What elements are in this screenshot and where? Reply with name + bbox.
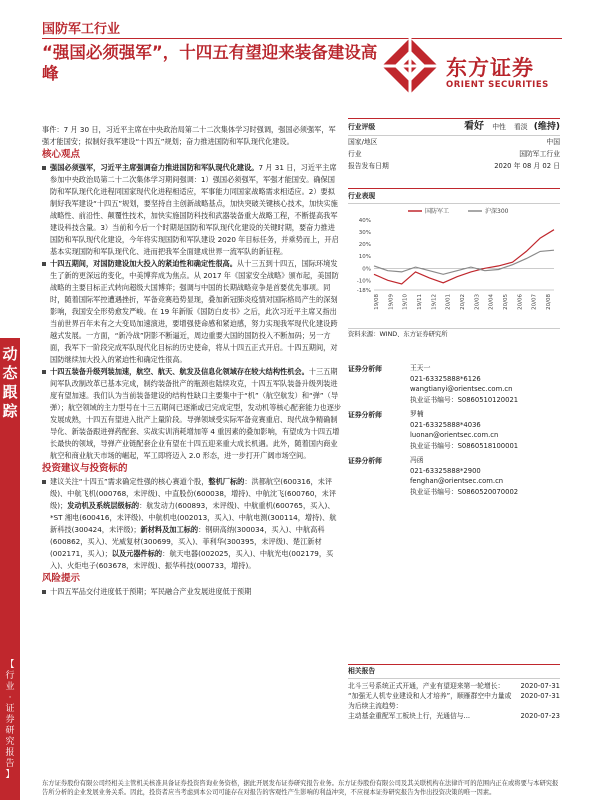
point-lead: 十四五期间，对国防建设加大投入的紧迫性和确定性很高。	[50, 259, 237, 268]
analyst-phone: 021-63325888*6126	[410, 374, 481, 383]
invest-group-text: ：航天电器(002025，买入)、中航光电(002179，买入)、火炬电子(603678，未评级)、振华科技(000733，增持)。	[50, 549, 334, 570]
analyst-role: 证券分析师	[348, 457, 382, 465]
related-item[interactable]	[348, 681, 560, 691]
related-date: 2020-07-31	[520, 682, 560, 690]
point-text: 7 月 31 日，习近平主席参加中央政治局第二十二次集体学习期间强调：1）强国必须强军，军强才能国安。确保国防和军队现代化进程同国家现代化进程相适应，军事能力同国家战略需求相适应。2）要拟制好我军建设“十四五”规划，要坚持自主创新战略基点，加快突破关键核心技术，加快实施战略性、前沿性、颠覆性技术，加快实施国防科技和武器装备重大战略工程，不断提高我军建设科技含量。3）当前和今后一个时期是国防和军队现代化建设的关键时期，要奋力推进国防和军队现代化建设，今年将实现国防和军队建设 2020 年目标任务，并乘势而上，开启基本实现国防和军队现代化、进而把我军全面建成世界一流军队的新征程。	[50, 163, 339, 256]
related-title[interactable]: 主动基金重配军工板块上行，光通信与...	[348, 712, 471, 720]
analyst-phone: 021-63325888*4036	[410, 420, 481, 429]
invest-group-text: ：钢研高纳(300034，买入)、中航高科(600862，买入)、光威复材(300699，买入)、菲利华(300395，未评级)、楚江新材(002171，买入)；	[50, 525, 325, 558]
analyst-role: 证券分析师	[348, 411, 382, 419]
related-title[interactable]: “加强无人机专业建设和人才培养”，顺雁群空中力量或为后续主流趋势：	[348, 692, 512, 710]
rating-value: 看好	[464, 121, 485, 132]
analyst-email[interactable]: wangtianyi@orientsec.com.cn	[410, 385, 513, 393]
main-content	[42, 124, 342, 598]
sidebar-info	[348, 118, 560, 720]
side-report-category: 【 行 业 · 证 券 研 究 报 告 】	[5, 660, 15, 780]
x-tick-label: 19/09	[388, 294, 395, 310]
info-value: 国防军工行业	[519, 150, 560, 158]
x-tick-label: 20/05	[503, 294, 509, 310]
brand-name-cn: 东方证券	[446, 56, 534, 80]
x-tick-label: 20/01	[445, 294, 452, 310]
analyst-name: 冯函	[410, 456, 424, 464]
info-row	[348, 136, 560, 148]
info-value: 中国	[546, 138, 560, 146]
x-tick-label: 19/11	[417, 294, 423, 310]
analyst-1	[348, 363, 560, 405]
point-2	[42, 258, 342, 366]
related-date: 2020-07-23	[520, 712, 560, 720]
series-line	[374, 250, 554, 274]
invest-heading: 投资建议与投资标的	[42, 463, 128, 474]
y-tick-label: 30%	[358, 230, 371, 237]
performance-chart	[348, 204, 560, 322]
risk-text: 十四五军品交付进度低于预期；军民融合产业发展进度低于预期	[42, 586, 342, 598]
x-tick-label: 19/08	[374, 294, 380, 310]
invest-group-lead: 整机厂标的	[208, 477, 245, 486]
side-report-type: 动 态 跟 踪	[2, 345, 18, 420]
rating-label: 行业评级	[348, 123, 376, 131]
invest-group-lead: 发动机及系统层级标的	[67, 501, 140, 510]
core-heading: 核心观点	[42, 149, 81, 160]
series-line	[374, 230, 554, 284]
analyst-cert: 执业证书编号：S0860518100001	[410, 441, 519, 450]
analyst-role: 证券分析师	[348, 365, 382, 373]
legend-label: 沪深300	[485, 208, 509, 215]
invest-paragraph	[42, 476, 342, 572]
point-lead: 十四五装备升级列装加速，航空、航天、航发及信息化领域存在较大结构性机会。	[50, 367, 309, 376]
header-divider	[42, 38, 562, 39]
related-section	[348, 664, 560, 721]
x-tick-label: 19/12	[431, 294, 438, 310]
analyst-2	[348, 409, 560, 451]
x-tick-label: 20/07	[531, 294, 538, 310]
perf-heading: 行业表现	[348, 192, 376, 200]
rating-neutral: 中性	[492, 123, 506, 131]
disclaimer: 东方证券股份有限公司经相关主管机关核准具备证券投资咨询业务资格，据此开展发布证券研究报告业务。东方证券股份有限公司及其关联机构在法律许可的范围内正在或将要与本研究报告所分析的企业发展业务关系。因此，投资者应当考虑到本公司可能存在对报告的客观性产生影响的利益冲突，不应视本证券研究报告为作出投资决策的唯一因素。	[42, 780, 559, 796]
brand-name-en: ORIENT SECURITIES	[446, 80, 549, 90]
related-item[interactable]	[348, 691, 560, 711]
invest-group-text: ：航发动力(600893，未评级)、中航重机(600765，买入)、*ST 湘电(600416，未评级)、中航机电(002013，买入)、中航电测(300114，增持)、航新科技(300424，未评级)；	[50, 501, 337, 534]
x-tick-label: 20/03	[474, 294, 481, 310]
invest-group-lead: 新材料及加工标的	[140, 525, 199, 534]
analyst-cert: 执业证书编号：S0860510120021	[410, 395, 519, 404]
rating-status: (维持)	[533, 122, 560, 132]
sector-label: 国防军工行业	[42, 22, 121, 37]
related-heading: 相关报告	[348, 667, 376, 675]
y-tick-label: -18%	[356, 288, 371, 294]
analyst-3	[348, 455, 560, 497]
core-points	[42, 162, 342, 462]
point-3	[42, 366, 342, 462]
y-tick-label: -10%	[356, 278, 371, 285]
point-text: 从十三五到十四五，国际环境发生了新的更深远的变化，中美博弈成为焦点。从 2017 年《国家安全战略》颁布起，美国防战略的主要目标正式转向超级大国博弈；强调与中国的长期战略竞争是首要优先事项。同时，随着国际军控遭遇挫折，军备竞赛趋势显现，叠加新冠肺炎疫情对国际格局产生的深刻影响，我国安全形势愈发严峻。在 19 年新版《国防白皮书》之后，此次习近平主席又指出当前世界百年未有之大变局加速演进，要增强使命感和紧迫感，努力实现我军现代化建设跨越式发展。一方面，“新冷战”阴影不断逼近，周边重要大国的国防投入不断加码；另一方面，我军下一阶段完成军队现代化目标的历史使命，将从十四五正式开启。十四五期间，对国防继续加大投入的紧迫性和确定性很高。	[50, 259, 339, 364]
related-subdivider	[348, 678, 560, 679]
related-date: 2020-07-31	[520, 692, 560, 700]
x-tick-label: 20/06	[517, 294, 524, 310]
x-tick-label: 20/08	[546, 294, 552, 310]
analyst-cert: 执业证书编号：S0860520070002	[410, 487, 519, 496]
y-tick-label: 20%	[358, 242, 371, 249]
analyst-email[interactable]: fenghan@orientsec.com.cn	[410, 477, 504, 485]
x-tick-label: 19/10	[402, 294, 409, 310]
rating-negative: 看淡	[514, 123, 528, 131]
analyst-email[interactable]: luonan@orientsec.com.cn	[410, 431, 499, 439]
info-row	[348, 148, 560, 160]
analyst-name: 王天一	[410, 364, 431, 372]
rating-row	[348, 119, 560, 135]
invest-intro: 建议关注“十四五”需求确定性强的核心赛道个股，	[50, 477, 209, 486]
brand-logo-icon	[380, 36, 440, 96]
point-text: 十三五期间军队改制改革已基本完成，制约装备批产的瓶颈也陆续攻克，十四五军队装备升级列装进度有望加速。我们认为当前装备建设的结构性缺口主要集中于“机”（航空航发）和“弹”（导弹）；航空领域的主力型号在十三五期间已逐渐或已完成定型，发动机等核心配套能力也逐步发展成熟，十四五有望进入批产上量阶段。导弹领域受实际军备竞赛重启、现代战争精确制导化、新装备跟进弹药配套、实战实训消耗增加等 4 重因素的叠加影响，有望成为十四五增长最快的领域，导弹产业链配套企业有望在十四五迎来重大成长机遇。此外，随着国内商业航空和商业航天市场的崛起，军工即将迈入 2.0 形态，进一步打开广阔市场空间。	[50, 367, 342, 460]
report-title: “强国必须强军”，十四五有望迎来装备建设高峰	[42, 43, 378, 83]
invest-group-text: ：洪都航空(600316，未评级)、中航飞机(000768，未评级)、中直股份(600038，增持)、中航沈飞(600760，未评级)；	[50, 477, 337, 510]
event-paragraph: 事件：7 月 30 日，习近平主席在中央政治局第二十二次集体学习时强调，强国必须强军，军强才能国安；拟制好我军建设“十四五”规划；奋力推进国防和军队现代化建设。	[42, 125, 336, 146]
info-key: 报告发布日期	[348, 162, 389, 170]
y-tick-label: 40%	[358, 218, 371, 224]
info-value: 2020 年 08 月 02 日	[494, 162, 560, 170]
chart-source: 资料来源：WIND、东方证券研究所	[348, 331, 448, 338]
related-title[interactable]: 北斗三号系统正式开通，产业有望迎来第一轮增长：	[348, 682, 505, 690]
point-1	[42, 162, 342, 258]
analyst-phone: 021-63325888*2900	[410, 466, 481, 475]
info-key: 国家/地区	[348, 138, 378, 146]
x-tick-label: 20/04	[488, 294, 495, 310]
x-tick-label: 20/02	[460, 294, 466, 310]
risk-heading: 风险提示	[42, 573, 81, 584]
analyst-name: 罗楠	[410, 410, 424, 418]
point-lead: 强国必须强军，习近平主席强调奋力推进国防和军队现代化建设。	[50, 163, 259, 172]
y-tick-label: 10%	[358, 254, 371, 261]
info-row	[348, 160, 560, 172]
invest-group-lead: 以及元器件标的	[111, 549, 163, 558]
legend-label: 国防军工	[425, 208, 450, 215]
info-key: 行业	[348, 150, 362, 158]
related-item[interactable]	[348, 711, 560, 721]
y-tick-label: 0%	[362, 266, 371, 273]
